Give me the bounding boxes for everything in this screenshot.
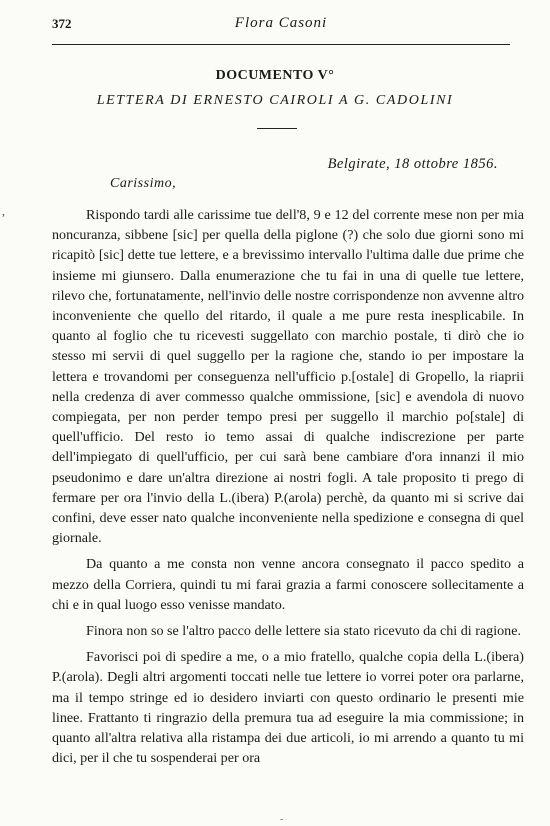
document-title: DOCUMENTO V° [215,68,335,83]
paragraph: Favorisci poi di spedire a me, o a mio fratello, qualche copia della L.(ibera) P.(arola). Degli altri argomenti toccati nelle tue lettere io vorrei poter ora parlarne, ma il tempo stringe ed io desidero inviarti con questo ordinario le presenti mie linee. Frattanto ti ringrazio della premura tua ad eseguire la mia commissione; in quanto all'altra relativa alla ristampa dei due articoli, io mi arrendo a quanto tu mi dici, per il che tu sospenderai per ora [52,649,524,767]
page-header [52,16,510,38]
paragraph: Finora non so se l'altro pacco delle lettere sia stato ricevuto da chi di ragione. [86,623,521,640]
header-rule [52,44,510,45]
paragraph: Rispondo tardi alle carissime tue dell'8, 9 e 12 del corrente mese non per mia noncuranza, sibbene [sic] per quella della piglone (?) che solo due giorni sono mi ricapitò [sic] dette tue lettere, e a brevissimo intervallo l'ultima dalle due prime che insieme mi giunsero. Dalla enumerazione che tu fai in una di quelle tue lettere, rilevo che, fortunatamente, nell'invio delle nostre corrispondenze non avvenne altro inconveniente che quello del ritardo, il quale a me pure resta inesplicabile. In quanto al foglio che tu ricevesti suggellato con marchio postale, ti dirò che io stesso mi servii di quel suggello per la ragione che, stando io per impostare la lettera e trovandomi per conseguenza nell'ufficio p.[ostale] di Gropello, la riaprii nella credenza di aver commesso qualche ommissione, [sic] e avendola di nuovo compiegata, per non perder tempo presi per suggello il marchio po[stale] di quell'ufficio. Del resto io temo assai di qualche indiscrezione per parte dell'impiegato di quell'ufficio, per cui sarà bene cambiare d'ora innanzi il mio pseudonimo e dare un'altra direzione ai nostri fogli. A tale proposito ti prego di fermare per ora l'invio della L.(ibera) P.(arola) perchè, da quanto mi si scrive dai confini, deve esser nato qualche inconveniente nella spedizione e consegna di quel giornale. [52,207,524,547]
footer-mark: - [280,814,284,825]
letter-body [52,205,524,768]
running-head: Flora Casoni [234,15,328,31]
letter-dateline: Belgirate, 18 ottobre 1856. [327,156,498,172]
letter-salutation: Carissimo, [110,176,177,191]
page-number: 372 [52,16,72,31]
margin-mark: , [2,204,5,218]
document-subtitle: LETTERA DI ERNESTO CAIROLI A G. CADOLINI [96,93,454,108]
paragraph: Da quanto a me consta non venne ancora consegnato il pacco spedito a mezzo della Corriera, quindi tu mi farai grazia a farmi conoscere sollecitamente a chi e in qual luogo esso venisse mandato. [52,556,524,613]
title-rule [257,128,297,129]
